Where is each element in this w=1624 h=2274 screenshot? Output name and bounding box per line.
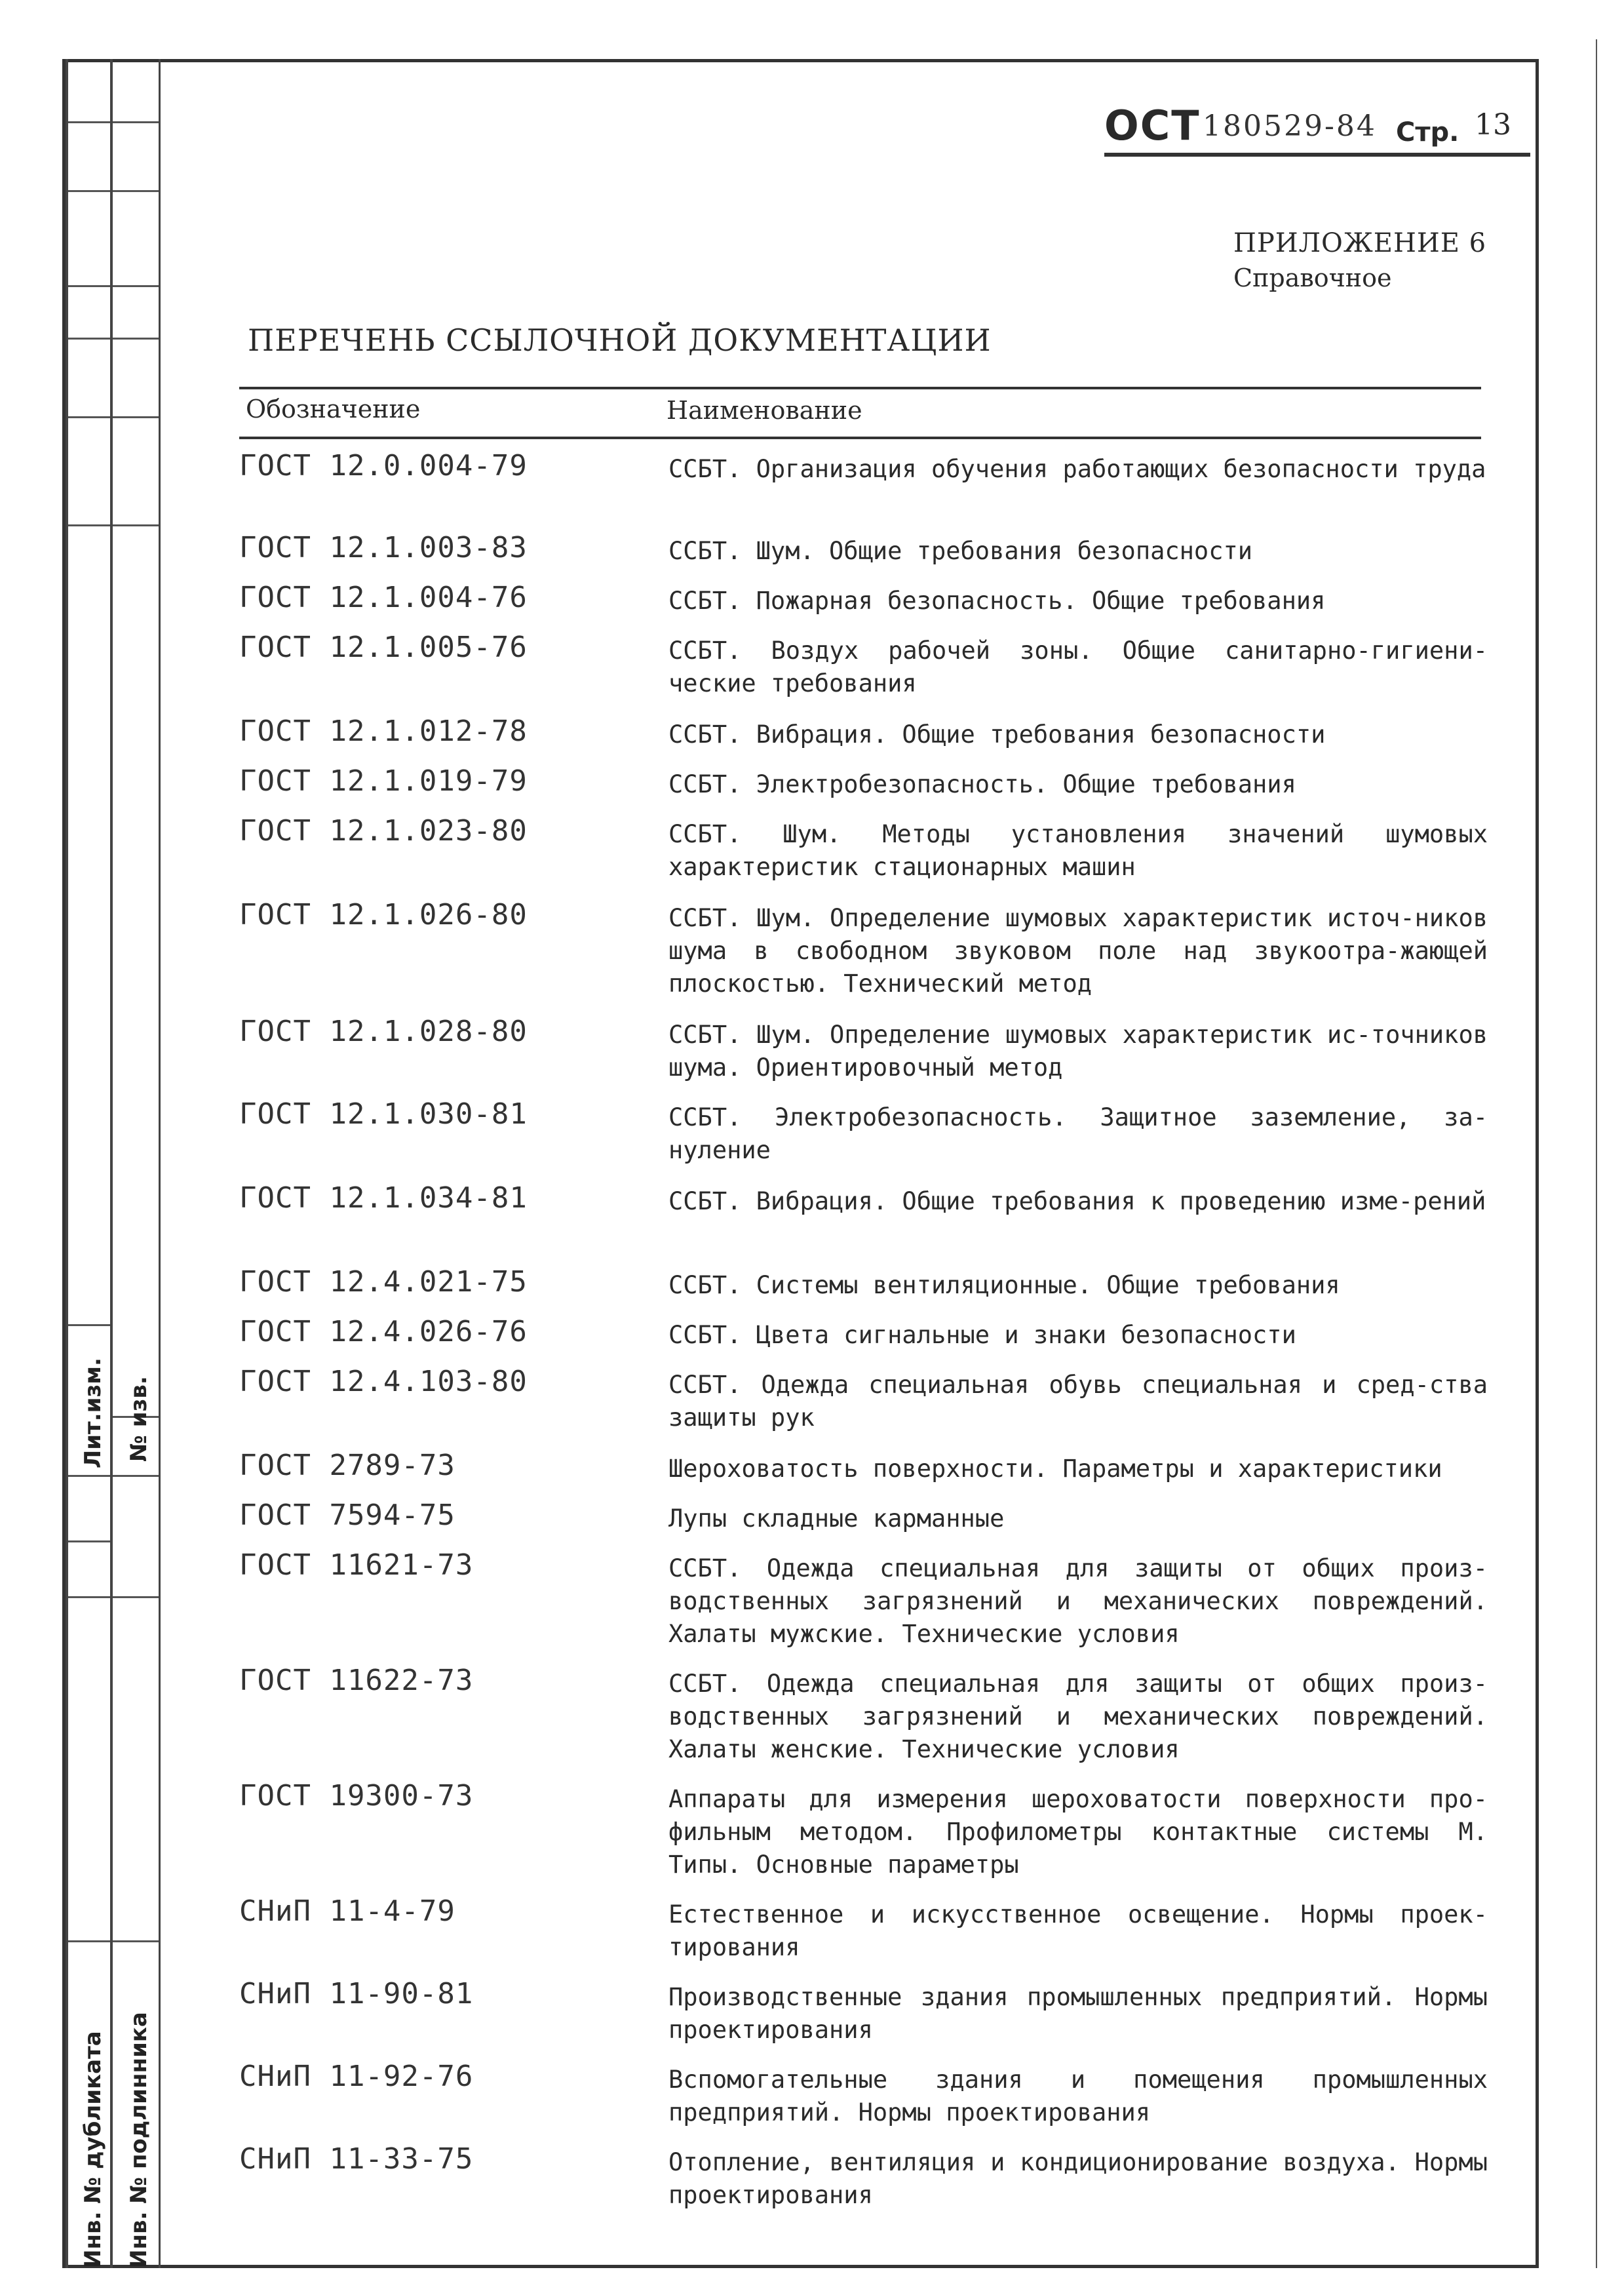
row-name: ССБТ. Пожарная безопасность. Общие требования — [668, 587, 1326, 615]
row-code: ГОСТ 12.1.004-76 — [239, 581, 528, 614]
document-number: 180529-84 — [1203, 109, 1377, 143]
row-code: ГОСТ 12.1.019-79 — [239, 764, 528, 798]
row-name: ССБТ. Шум. Методы установления значений шумовых характеристик стационарных машин — [668, 820, 1488, 881]
margin-label-inv-podl: Инв. № подлинника — [126, 2012, 152, 2268]
row-code: ГОСТ 12.1.034-81 — [239, 1181, 528, 1215]
row-code: СНиП 11-92-76 — [239, 2060, 474, 2093]
row-name: ССБТ. Шум. Определение шумовых характеристик ис-точников шума. Ориентировочный метод — [668, 1021, 1488, 1082]
row-name: ССБТ. Одежда специальная для защиты от общих произ-водственных загрязнений и механических повреждений. Халаты мужские. Технические условия — [668, 1554, 1488, 1648]
page-label: Стр. — [1396, 117, 1460, 147]
row-name: Шероховатость поверхности. Параметры и характеристики — [668, 1455, 1442, 1483]
table-header — [239, 387, 1481, 439]
row-name: ССБТ. Электробезопасность. Общие требования — [668, 770, 1296, 798]
row-name: Естественное и искусственное освещение. Нормы проек-тирования — [668, 1900, 1488, 1961]
margin-column-left — [66, 59, 113, 2268]
column-header-code: Обозначение — [246, 395, 421, 423]
row-name: ССБТ. Электробезопасность. Защитное заземление, за-нуление — [668, 1103, 1488, 1164]
row-code: ГОСТ 12.1.012-78 — [239, 715, 528, 748]
row-name: ССБТ. Шум. Определение шумовых характеристик источ-ников шума в свободном звуковом поле над звукоотра-жающей плоскостью. Технический метод — [668, 904, 1488, 998]
appendix-title: ПРИЛОЖЕНИЕ 6 — [1233, 228, 1487, 258]
row-code: СНиП 11-90-81 — [239, 1977, 474, 2010]
row-code: ГОСТ 12.4.103-80 — [239, 1365, 528, 1398]
row-code: ГОСТ 12.4.021-75 — [239, 1265, 528, 1299]
row-name: Аппараты для измерения шероховатости поверхности про-фильным методом. Профилометры контактные системы М. Типы. Основные параметры — [668, 1785, 1488, 1879]
row-name: Лупы складные карманные — [668, 1504, 1005, 1533]
row-name: Вспомогательные здания и помещения промышленных предприятий. Нормы проектирования — [668, 2066, 1488, 2127]
row-code: ГОСТ 12.1.030-81 — [239, 1097, 528, 1131]
page-edge-line — [1596, 39, 1597, 2268]
row-name: ССБТ. Цвета сигнальные и знаки безопасности — [668, 1321, 1296, 1349]
row-code: СНиП 11-4-79 — [239, 1894, 455, 1928]
row-code: ГОСТ 12.1.003-83 — [239, 531, 528, 564]
document-header — [1104, 102, 1530, 157]
row-code: ГОСТ 12.0.004-79 — [239, 449, 528, 482]
document-title: ПЕРЕЧЕНЬ ССЫЛОЧНОЙ ДОКУМЕНТАЦИИ — [248, 323, 992, 358]
row-code: ГОСТ 12.1.005-76 — [239, 631, 528, 664]
row-code: ГОСТ 19300-73 — [239, 1779, 474, 1813]
row-name: ССБТ. Системы вентиляционные. Общие требования — [668, 1271, 1340, 1299]
row-code: ГОСТ 12.1.028-80 — [239, 1015, 528, 1048]
row-name: ССБТ. Воздух рабочей зоны. Общие санитарно-гигиени-ческие требования — [668, 637, 1488, 697]
row-name: Отопление, вентиляция и кондиционирование воздуха. Нормы проектирования — [668, 2148, 1488, 2209]
row-code: ГОСТ 11622-73 — [239, 1664, 474, 1697]
margin-label-lit-izm: Лит.изм. — [80, 1358, 106, 1468]
margin-label-no-izv: № изв. — [126, 1376, 152, 1462]
margin-column-right — [110, 59, 161, 2268]
appendix-subtitle: Справочное — [1233, 264, 1392, 292]
row-name: ССБТ. Шум. Общие требования безопасности — [668, 537, 1253, 565]
row-code: ГОСТ 7594-75 — [239, 1499, 455, 1532]
row-code: ГОСТ 12.1.023-80 — [239, 814, 528, 848]
row-code: ГОСТ 11621-73 — [239, 1548, 474, 1582]
row-name: ССБТ. Одежда специальная для защиты от общих произ-водственных загрязнений и механических повреждений. Халаты женские. Технические условия — [668, 1670, 1488, 1763]
row-name: Производственные здания промышленных предприятий. Нормы проектирования — [668, 1983, 1488, 2044]
row-name: ССБТ. Вибрация. Общие требования к проведению изме-рений — [668, 1187, 1486, 1215]
margin-label-inv-dubl: Инв. № дубликата — [80, 2031, 106, 2268]
page-number: 13 — [1475, 108, 1511, 142]
row-code: СНиП 11-33-75 — [239, 2142, 474, 2176]
row-code: ГОСТ 12.4.026-76 — [239, 1315, 528, 1348]
row-code: ГОСТ 12.1.026-80 — [239, 898, 528, 931]
column-header-name: Наименование — [667, 396, 862, 425]
row-code: ГОСТ 2789-73 — [239, 1449, 455, 1482]
row-name: ССБТ. Одежда специальная обувь специальная и сред-ства защиты рук — [668, 1371, 1488, 1432]
row-name: ССБТ. Организация обучения работающих безопасности труда — [668, 455, 1486, 483]
row-name: ССБТ. Вибрация. Общие требования безопасности — [668, 720, 1326, 749]
ost-label: ОСТ — [1104, 102, 1201, 149]
